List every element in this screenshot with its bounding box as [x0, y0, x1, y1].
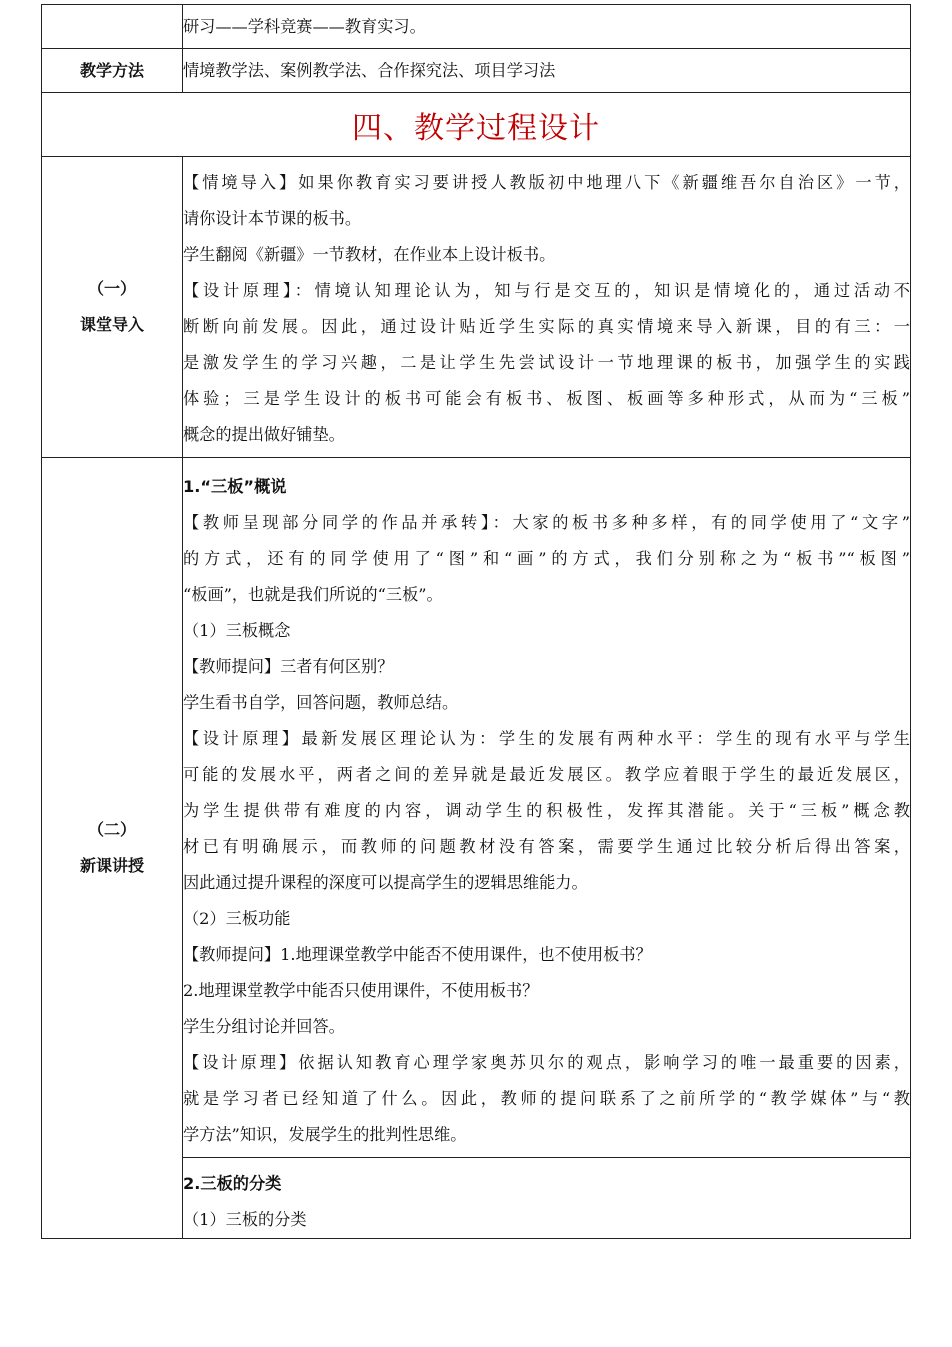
content-line: 可能的发展水平，两者之间的差异就是最近发展区。教学应着眼于学生的最近发展区，: [183, 765, 910, 784]
table-row: [42, 458, 911, 1158]
section1-label-name: 课堂导入: [79, 315, 144, 334]
content-line: 请你设计本节课的板书。: [183, 209, 362, 228]
content-line: （1）三板概念: [183, 621, 291, 640]
content-line: 概念的提出做好铺垫。: [183, 425, 345, 444]
content-line: 【教师呈现部分同学的作品并承转】：大家的板书多种多样，有的同学使用了“文字”: [183, 513, 910, 532]
table-row: [42, 5, 911, 49]
content-line: 体验；三是学生设计的板书可能会有板书、板图、板画等多种形式，从而为“三板”: [183, 389, 910, 408]
content-line: 学生分组讨论并回答。: [183, 1017, 345, 1036]
content-line: 学方法”知识，发展学生的批判性思维。: [183, 1125, 467, 1144]
subsection-title: 2.三板的分类: [183, 1174, 282, 1193]
content-line: 因此通过提升课程的深度可以提高学生的逻辑思维能力。: [183, 873, 588, 892]
content-line: 就是学习者已经知道了什么。因此，教师的提问联系了之前所学的“教学媒体”与“教: [183, 1089, 910, 1108]
subsection-title: 1.“三板”概说: [183, 477, 287, 496]
content-line: “板画”，也就是我们所说的“三板”。: [183, 585, 443, 604]
content-line: 材已有明确展示，而教师的问题教材没有答案，需要学生通过比较分析后得出答案，: [183, 837, 910, 856]
content-line: 的方式，还有的同学使用了“图”和“画”的方式，我们分别称之为“板书”“板图”: [183, 549, 910, 568]
table-row: [42, 49, 911, 93]
content-line: 学生翻阅《新疆》一节教材，在作业本上设计板书。: [183, 245, 556, 264]
table-row: [42, 157, 911, 458]
section1-label-cell: [42, 157, 183, 458]
content-line: 【教师提问】1.地理课堂教学中能否不使用课件，也不使用板书？: [183, 945, 652, 964]
section2-label-number: （二）: [87, 820, 136, 839]
content-line: 为学生提供带有难度的内容，调动学生的积极性，发挥其潜能。关于“三板”概念教: [183, 801, 910, 820]
empty-label-cell: [42, 5, 183, 49]
section-heading: 四、教学过程设计: [42, 93, 911, 157]
content-line: 2.地理课堂教学中能否只使用课件，不使用板书？: [183, 981, 539, 1000]
content-line: 断断向前发展。因此，通过设计贴近学生实际的真实情境来导入新课，目的有三：一: [183, 317, 910, 336]
content-line: 【设计原理】最新发展区理论认为：学生的发展有两种水平：学生的现有水平与学生: [183, 729, 910, 748]
section1-content: [183, 157, 911, 458]
section2-label-cell: [42, 458, 183, 1239]
table-row: [42, 93, 911, 157]
path-text-cell: [183, 5, 911, 49]
section2-content: [183, 458, 911, 1158]
content-line: （2）三板功能: [183, 909, 291, 928]
content-line: 【设计原理】依据认知教育心理学家奥苏贝尔的观点，影响学习的唯一最重要的因素，: [183, 1053, 910, 1072]
content-line: 【情境导入】如果你教育实习要讲授人教版初中地理八下《新疆维吾尔自治区》一节，: [183, 173, 910, 192]
path-text: 研习——学科竞赛——教育实习。: [183, 16, 426, 36]
content-line: 【设计原理】：情境认知理论认为，知与行是交互的，知识是情境化的，通过活动不: [183, 281, 910, 300]
lesson-plan-table: [41, 4, 911, 1239]
section1-label-number: （一）: [87, 279, 136, 298]
teaching-methods-label: 教学方法: [42, 49, 183, 93]
section2-part2-content: [183, 1158, 911, 1239]
section2-label-name: 新课讲授: [79, 856, 144, 875]
content-line: （1）三板的分类: [183, 1210, 307, 1229]
content-line: 【教师提问】三者有何区别？: [183, 657, 394, 676]
teaching-methods-text: 情境教学法、案例教学法、合作探究法、项目学习法: [183, 60, 556, 80]
content-line: 学生看书自学，回答问题，教师总结。: [183, 693, 459, 712]
teaching-methods-cell: [183, 49, 911, 93]
content-line: 是激发学生的学习兴趣，二是让学生先尝试设计一节地理课的板书，加强学生的实践: [183, 353, 910, 372]
